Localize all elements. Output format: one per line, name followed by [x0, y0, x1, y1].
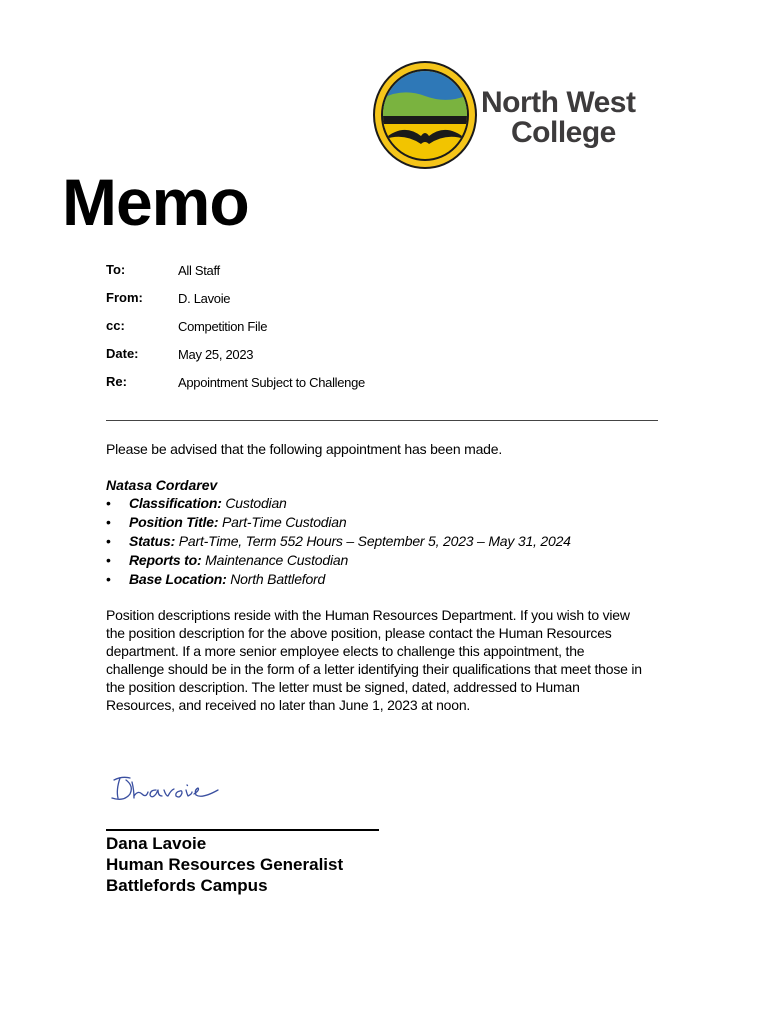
cc-value: Competition File	[178, 319, 268, 334]
logo-text-line1: North West	[481, 86, 636, 119]
detail-value: Maintenance Custodian	[201, 552, 349, 568]
detail-value: Custodian	[221, 495, 287, 511]
appointee-name: Natasa Cordarev	[106, 477, 218, 493]
date-value: May 25, 2023	[178, 347, 254, 362]
detail-key: Base Location:	[129, 571, 227, 587]
list-item	[106, 570, 571, 589]
detail-value: Part-Time, Term 552 Hours – September 5, 2023 – May 31, 2024	[175, 533, 571, 549]
list-item	[106, 532, 571, 551]
detail-key: Classification:	[129, 495, 222, 511]
appointment-details	[106, 494, 571, 589]
bullet-icon: •	[106, 552, 111, 568]
signer-title: Human Resources Generalist	[106, 855, 344, 874]
handwritten-signature	[108, 772, 238, 808]
detail-key: Reports to:	[129, 552, 202, 568]
signature-block	[106, 833, 343, 896]
signer-name: Dana Lavoie	[106, 834, 207, 853]
header-divider	[106, 420, 658, 421]
to-label: To:	[106, 262, 126, 277]
re-label: Re:	[106, 374, 127, 389]
cc-label: cc:	[106, 318, 125, 333]
detail-key: Position Title:	[129, 514, 219, 530]
from-label: From:	[106, 290, 143, 305]
signer-campus: Battlefords Campus	[106, 876, 268, 895]
college-logo	[373, 60, 673, 170]
to-value: All Staff	[178, 263, 220, 278]
detail-value: North Battleford	[226, 571, 326, 587]
date-label: Date:	[106, 346, 139, 361]
instructions-paragraph: Position descriptions reside with the Human Resources Department. If you wish to view the position description for the above position, please contact the Human Resources department. If a more senior employee elects to challenge this appointment, the challenge should be in the form of a letter identifying their qualifications that meet those in the position description. The letter must be signed, dated, addressed to Human Resources, and received no later than June 1, 2023 at noon.	[106, 607, 642, 713]
signature-line	[106, 829, 379, 831]
bullet-icon: •	[106, 533, 111, 549]
list-item	[106, 551, 571, 570]
logo-text-line2: College	[511, 116, 616, 149]
list-item	[106, 513, 571, 532]
list-item	[106, 494, 571, 513]
from-value: D. Lavoie	[178, 291, 231, 306]
re-value: Appointment Subject to Challenge	[178, 375, 365, 390]
detail-key: Status:	[129, 533, 176, 549]
bullet-icon: •	[106, 571, 111, 587]
memo-title: Memo	[62, 165, 249, 239]
bullet-icon: •	[106, 514, 111, 530]
detail-value: Part-Time Custodian	[218, 514, 347, 530]
bullet-icon: •	[106, 495, 111, 511]
intro-text: Please be advised that the following appointment has been made.	[106, 441, 503, 457]
college-emblem-icon	[373, 60, 477, 170]
